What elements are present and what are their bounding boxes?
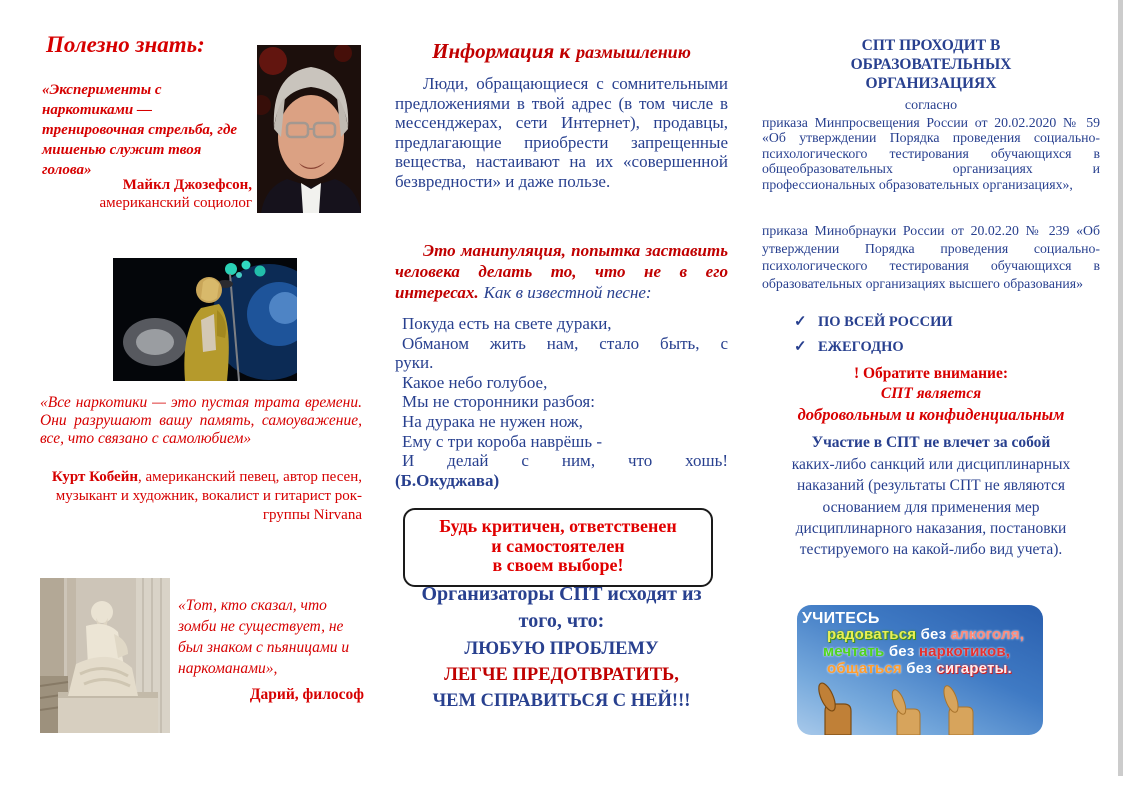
middle-paragraph-1: Люди, обращающиеся с сомнительными предложениями в твой адрес (в том числе в мессенджерах, сети Интернет), продавцы, предлагающие приобрести запрещенные вещества, настаивают на их «совершенной безвредности» и даже пользе. (395, 74, 728, 191)
cobain-attribution (40, 468, 362, 525)
song-line: На дурака не нужен нож, (402, 411, 583, 431)
slogan-line: ЛЕГЧЕ ПРЕДОТВРАТИТЬ, (444, 665, 679, 685)
check-icon: ✓ (794, 339, 807, 355)
box-line: Будь критичен, ответственен (439, 516, 677, 536)
middle-paragraph-2 (395, 240, 728, 303)
cobain-role: , американский певец, автор песен, музыкант и художник, вокалист и гитарист рок-группы Nirvana (55, 469, 362, 523)
song-line: Мы не сторонники разбоя: (402, 392, 595, 412)
attention-line: добровольным и конфиденциальным (797, 405, 1065, 424)
organizers-slogan (395, 582, 728, 714)
poster-word: мечтать (823, 643, 885, 660)
josephson-role: американский социолог (99, 195, 252, 211)
poster-word: без (906, 660, 932, 677)
participation-text: каких-либо санкций или дисциплинарных наказаний (результаты СПТ не являются основанием для применения мер дисциплинарного наказания, постановки тестируемого на какой-либо вид учета). (791, 456, 1071, 559)
song-line: Ему с три короба наврёшь - (402, 431, 602, 451)
josephson-quote: «Эксперименты с наркотиками — тренировочная стрельба, где мишенью служит твоя голова» (42, 82, 238, 178)
learn-to-live-poster (797, 605, 1043, 735)
poster-line (823, 643, 1010, 660)
attention-line: ! Обратите внимание: (853, 365, 1009, 382)
check-item (794, 310, 953, 335)
song-author: (Б.Окуджава) (395, 470, 500, 490)
be-critical-box (403, 508, 713, 587)
poster-word: наркотиков, (918, 643, 1011, 660)
left-column-title: Полезно знать: (46, 32, 205, 57)
song-line: Обманом жить нам, стало быть, с (402, 333, 728, 353)
poster-line: УЧИТЕСЬ (802, 610, 880, 627)
middle-title-tail: размышлению (576, 42, 691, 62)
check-label: ЕЖЕГОДНО (818, 339, 904, 355)
slogan-line: Организаторы СПТ исходят из (421, 583, 702, 605)
song-line: Какое небо голубое, (402, 372, 548, 392)
josephson-attribution (40, 176, 252, 212)
poster-word: общаться (827, 660, 902, 677)
box-line: в своем выборе! (492, 555, 624, 575)
poster-word: без (888, 643, 915, 660)
left-column (40, 0, 362, 790)
participation-note (768, 432, 1094, 560)
middle-title (395, 38, 728, 65)
order-minobrnauki: приказа Минобрнауки России от 20.02.20 № 239 «Об утверждении Порядка проведения социально-психологического тестирования обучающихся в образовательных организациях высшего образования» (762, 223, 1100, 291)
poster-word: без (920, 626, 947, 643)
darius-quote: «Тот, кто сказал, что зомби не существует, не был знаком с пьяницами и наркоманами», (178, 597, 350, 677)
song-line: И делай с ним, что хошь! (402, 451, 728, 471)
poster-line (827, 626, 1024, 643)
cobain-quote: «Все наркотики — это пустая трата времени. Они разрушают вашу память, самоуважение, все, что связано с самолюбием» (40, 394, 362, 447)
middle-title-main: Информация к (432, 39, 571, 63)
box-line: и самостоятелен (491, 535, 625, 556)
josephson-name: Майкл Джозефсон, (122, 177, 252, 193)
song-line: руки. (395, 353, 434, 373)
spt-heading-line: ОРГАНИЗАЦИЯХ (865, 75, 997, 92)
spt-heading (762, 36, 1100, 93)
attention-note (762, 364, 1100, 426)
middle-column (395, 0, 728, 790)
darius-name: Дарий, философ (249, 686, 364, 703)
thumbs-up-icon (797, 675, 1043, 735)
poster-word: алкоголя, (950, 626, 1025, 643)
order-minprosveshcheniya: приказа Минпросвещения России от 20.02.2020 № 59 «Об утверждении Порядка проведения социально-психологического тестирования обучающихся в общеобразовательных организациях и профессиональных образовательных организациях», (762, 115, 1100, 192)
slogan-line: ЧЕМ СПРАВИТЬСЯ С НЕЙ!!! (432, 691, 691, 711)
cobain-name: Курт Кобейн (51, 469, 138, 485)
attention-line: СПТ является (880, 385, 982, 402)
slogan-line: ЛЮБУЮ ПРОБЛЕМУ (464, 639, 659, 659)
spt-heading-line: ОБРАЗОВАТЕЛЬНЫХ (850, 56, 1012, 73)
philosopher-statue-photo (40, 578, 170, 733)
right-column (762, 0, 1100, 790)
song-verse (395, 314, 728, 490)
slogan-line: того, что: (518, 610, 605, 632)
participation-headline: Участие в СПТ не влечет за собой (811, 434, 1051, 451)
song-lead-in: Как в известной песне: (483, 283, 652, 302)
poster-word: сигареты. (936, 660, 1012, 677)
check-list (794, 310, 953, 360)
kurt-cobain-concert-photo (113, 258, 297, 381)
page-edge (1118, 0, 1123, 776)
check-icon: ✓ (794, 314, 807, 330)
check-label: ПО ВСЕЙ РОССИИ (818, 314, 953, 330)
manipulation-statement: Это манипуляция, попытка заставить человека делать то, что не в его интересах. (395, 241, 728, 302)
spt-heading-line: СПТ ПРОХОДИТ В (861, 37, 1001, 54)
song-line: Покуда есть на свете дураки, (402, 314, 612, 333)
according-to-label: согласно (904, 98, 958, 113)
josephson-photo (257, 45, 361, 213)
check-item (794, 335, 953, 360)
poster-word: радоваться (827, 626, 917, 643)
